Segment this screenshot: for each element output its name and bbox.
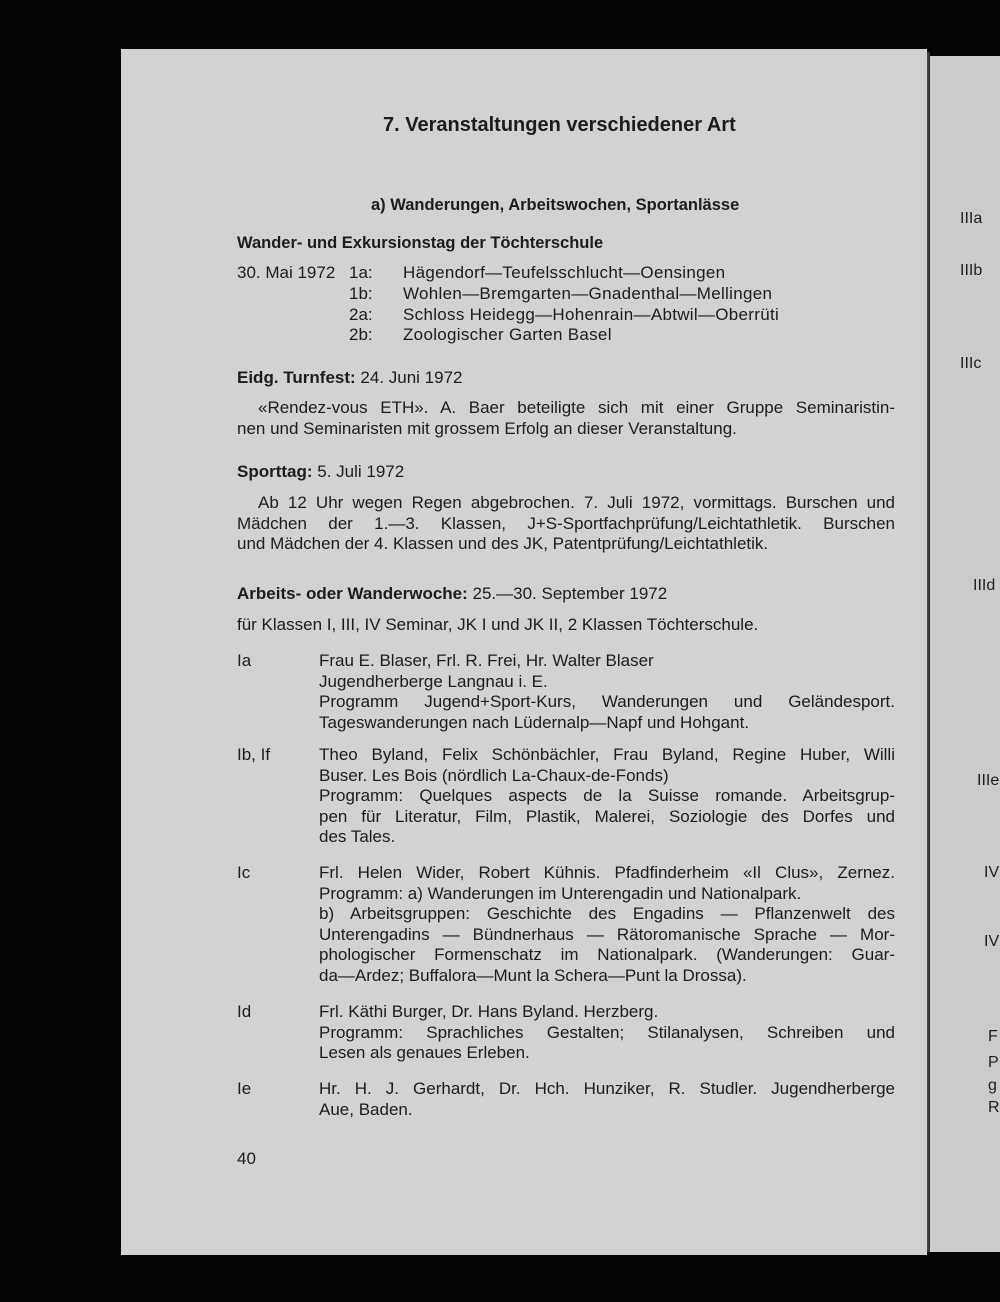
page-title: 7. Veranstaltungen verschiedener Art — [383, 114, 736, 136]
turnfest-date: 24. Juni 1972 — [355, 368, 463, 387]
sporttag-paragraph — [237, 493, 895, 555]
wander-heading: Wander- und Exkursionstag der Töchterschule — [237, 234, 604, 252]
sporttag-date: 5. Juli 1972 — [312, 462, 405, 481]
arbeitswoche-date: 25.—30. September 1972 — [467, 584, 668, 603]
arbeitswoche-label: Arbeits- oder Wanderwoche: — [237, 584, 468, 603]
text-line: nen und Seminaristen mit grossem Erfolg an dieser Veranstaltung. — [237, 418, 737, 438]
margin-label: IIId — [973, 577, 996, 594]
arbeitswoche-heading — [237, 584, 667, 605]
text-line: Programm: Quelques aspects de la Suisse romande. Arbeitsgrup- — [319, 786, 895, 806]
entry-text — [319, 651, 895, 733]
sporttag-heading — [237, 462, 404, 483]
text-line: Unterengadins — Bündnerhaus — Rätoromanische Sprache — Mor- — [319, 924, 895, 944]
route-text: Zoologischer Garten Basel — [403, 325, 612, 344]
margin-label: F — [988, 1028, 998, 1045]
text-line: pen für Literatur, Film, Plastik, Malerei, Soziologie des Dorfes und — [319, 806, 895, 826]
text-line: Lesen als genaues Erleben. — [319, 1043, 530, 1063]
sporttag-label: Sporttag: — [237, 462, 313, 481]
margin-label: IV — [984, 933, 1000, 950]
text-line: Hr. H. J. Gerhardt, Dr. Hch. Hunziker, R. Studler. Jugendherberge — [319, 1079, 895, 1098]
margin-label: IV — [984, 864, 1000, 881]
text-line: Ab 12 Uhr wegen Regen abgebrochen. 7. Juli 1972, vormittags. Burschen und — [258, 493, 895, 512]
entry-class: Ia — [237, 651, 252, 670]
route-class: 2b: — [349, 325, 373, 344]
text-line: Jugendherberge Langnau i. E. — [319, 671, 548, 691]
route-class: 2a: — [349, 305, 373, 324]
text-line: Programm: Sprachliches Gestalten; Stilanalysen, Schreiben und — [319, 1022, 895, 1042]
entry-class: Ic — [237, 863, 251, 882]
entry-text — [319, 863, 895, 987]
margin-label: R — [988, 1099, 1000, 1116]
entry-class: Ib, If — [237, 745, 271, 764]
text-line: des Tales. — [319, 827, 396, 847]
route-class: 1a: — [349, 263, 373, 282]
text-line: Frau E. Blaser, Frl. R. Frei, Hr. Walter Blaser — [319, 651, 654, 670]
entry-class: Id — [237, 1002, 252, 1021]
turnfest-paragraph — [237, 398, 895, 439]
margin-label: IIIa — [960, 210, 983, 227]
entry-class: Ie — [237, 1079, 252, 1098]
turnfest-heading — [237, 368, 463, 389]
text-line: Frl. Helen Wider, Robert Kühnis. Pfadfinderheim «Il Clus», Zernez. — [319, 863, 895, 882]
text-line: Programm Jugend+Sport-Kurs, Wanderungen und Geländesport. — [319, 692, 895, 712]
route-text: Schloss Heidegg—Hohenrain—Abtwil—Oberrüti — [403, 305, 780, 324]
adjacent-page — [929, 56, 1000, 1252]
entry-text — [319, 1079, 895, 1120]
margin-label: IIIb — [960, 262, 983, 279]
text-line: Frl. Käthi Burger, Dr. Hans Byland. Herzberg. — [319, 1002, 659, 1021]
turnfest-label: Eidg. Turnfest: — [237, 368, 356, 387]
route-text: Wohlen—Bremgarten—Gnadenthal—Mellingen — [403, 284, 773, 303]
text-line: Aue, Baden. — [319, 1099, 413, 1119]
entry-text — [319, 1002, 895, 1064]
text-line: Theo Byland, Felix Schönbächler, Frau Byland, Regine Huber, Willi — [319, 745, 895, 764]
arbeitswoche-intro: für Klassen I, III, IV Seminar, JK I und JK II, 2 Klassen Töchterschule. — [237, 615, 759, 634]
text-line: Mädchen der 1.—3. Klassen, J+S-Sportfachprüfung/Leichtathletik. Burschen — [237, 513, 895, 533]
text-line: phologischer Formenschatz im Nationalpark. (Wanderungen: Guar- — [319, 945, 895, 965]
entry-text — [319, 745, 895, 848]
text-line: b) Arbeitsgruppen: Geschichte des Engadins — Pflanzenwelt des — [319, 904, 895, 924]
margin-label: g — [988, 1077, 997, 1094]
text-line: Programm: a) Wanderungen im Unterengadin und Nationalpark. — [319, 883, 802, 903]
margin-label: IIIc — [960, 355, 982, 372]
wander-date: 30. Mai 1972 — [237, 263, 336, 282]
page-number: 40 — [237, 1149, 256, 1168]
margin-label: P — [988, 1054, 999, 1071]
text-line: da—Ardez; Buffalora—Munt la Schera—Punt la Drossa). — [319, 965, 747, 985]
text-line: Buser. Les Bois (nördlich La-Chaux-de-Fonds) — [319, 765, 669, 785]
text-line: und Mädchen der 4. Klassen und des JK, Patentprüfung/Leichtathletik. — [237, 534, 769, 554]
route-text: Hägendorf—Teufelsschlucht—Oensingen — [403, 263, 726, 282]
text-line: «Rendez-vous ETH». A. Baer beteiligte sich mit einer Gruppe Seminaristin- — [258, 398, 895, 417]
text-line: Tageswanderungen nach Lüdernalp—Napf und Hohgant. — [319, 712, 750, 732]
section-a-title: a) Wanderungen, Arbeitswochen, Sportanlässe — [371, 196, 740, 214]
margin-label: IIIe — [977, 772, 1000, 789]
route-class: 1b: — [349, 284, 373, 303]
